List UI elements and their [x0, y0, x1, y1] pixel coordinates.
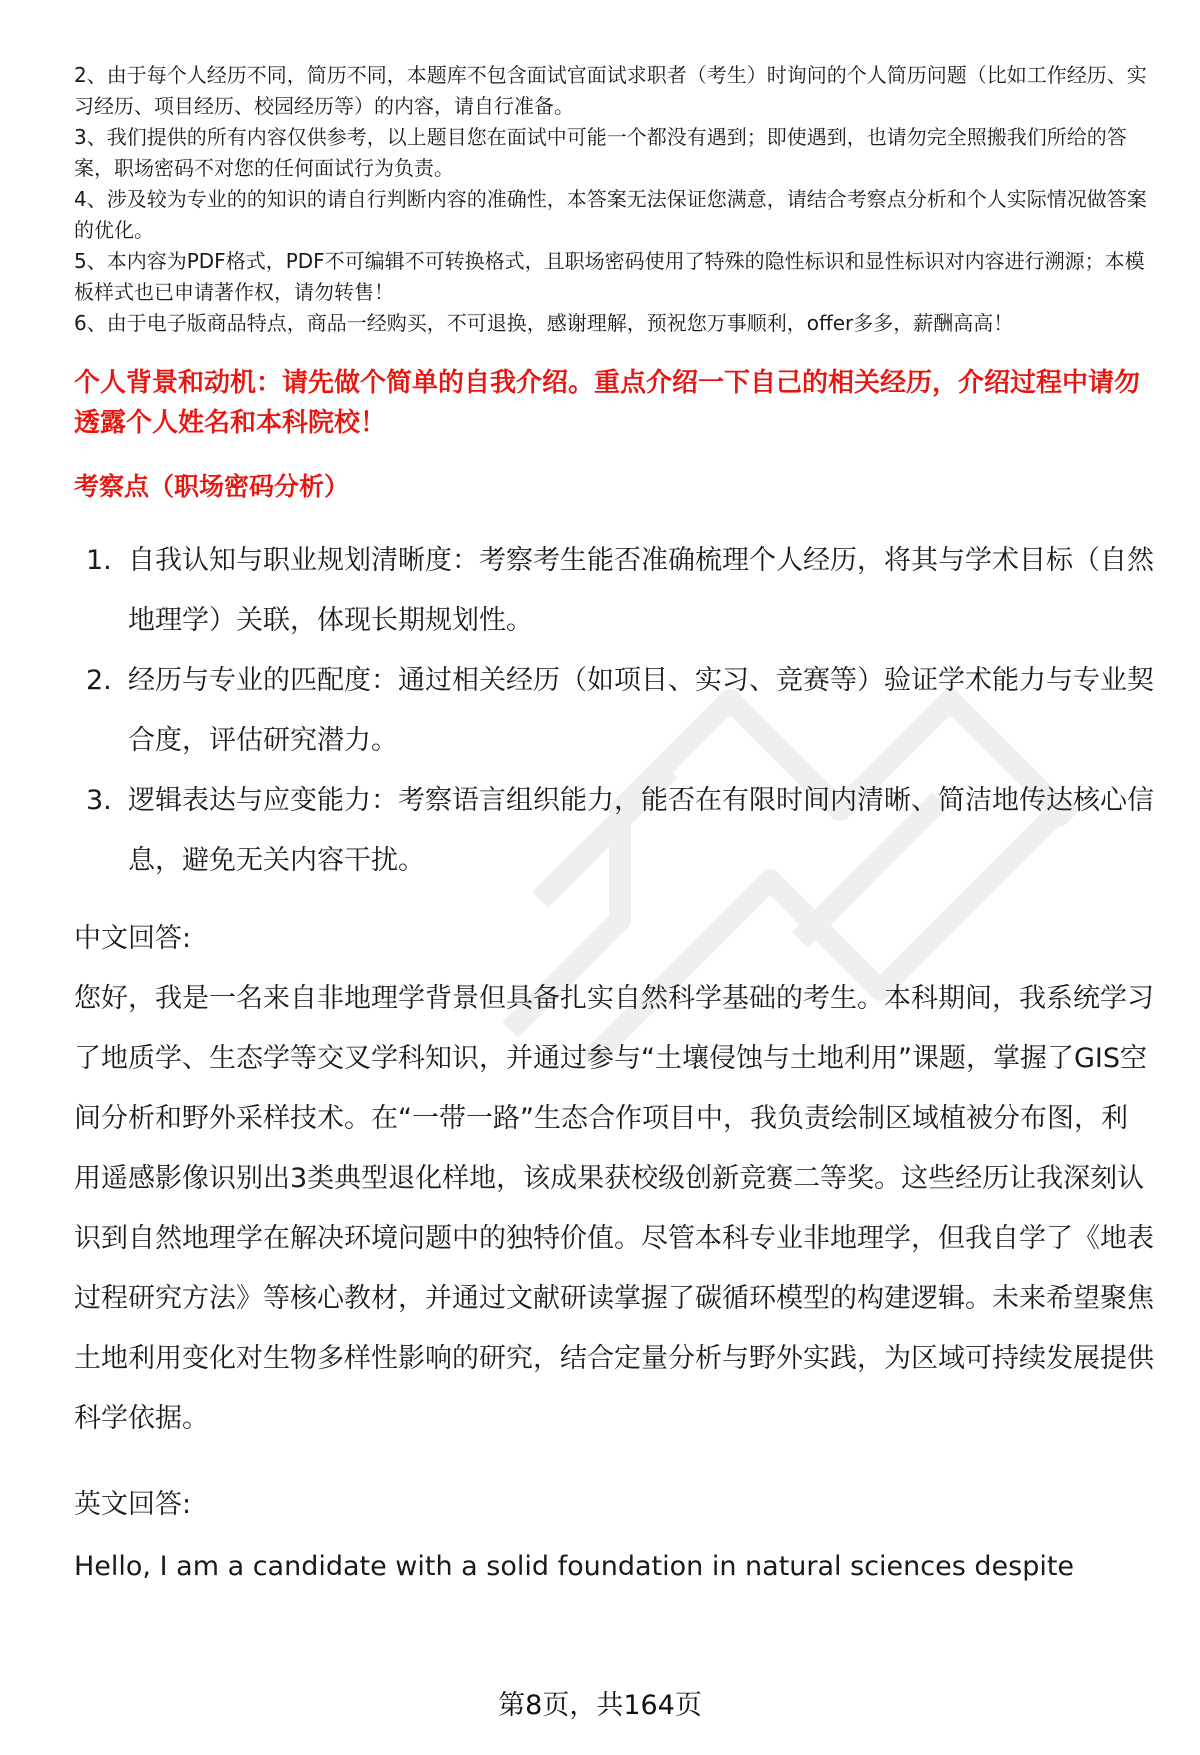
exam-point-text: 逻辑表达与应变能力：考察语言组织能力，能否在有限时间内清晰、简洁地传达核心信息，避免无关内容干扰。 — [128, 785, 1154, 876]
exam-point-text: 自我认知与职业规划清晰度：考察考生能否准确梳理个人经历，将其与学术目标（自然地理学）关联，体现长期规划性。 — [128, 545, 1154, 636]
chinese-answer-label: 中文回答: — [74, 923, 192, 954]
exam-point-text: 经历与专业的匹配度：通过相关经历（如项目、实习、竞赛等）验证学术能力与专业契合度，评估研究潜力。 — [128, 665, 1154, 756]
note-item: 3、我们提供的所有内容仅供参考，以上题目您在面试中可能一个都没有遇到；即使遇到，也请勿完全照搬我们所给的答案，职场密码不对您的任何面试行为负责。 — [74, 125, 1127, 180]
exam-points-title: 考察点（职场密码分析） — [74, 472, 350, 501]
note-item: 4、涉及较为专业的的知识的请自行判断内容的准确性，本答案无法保证您满意，请结合考察点分析和个人实际情况做答案的优化。 — [74, 187, 1147, 242]
exam-point-item — [74, 531, 1154, 651]
note-item: 6、由于电子版商品特点，商品一经购买，不可退换，感谢理解，预祝您万事顺利，offer多多，薪酬高高！ — [74, 311, 1014, 335]
english-answer-text: Hello, I am a candidate with a solid foundation in natural sciences despite — [74, 1551, 1075, 1582]
exam-point-item — [74, 771, 1154, 891]
interview-question: 个人背景和动机：请先做个简单的自我介绍。重点介绍一下自己的相关经历，介绍过程中请勿透露个人姓名和本科院校！ — [74, 368, 1141, 438]
exam-points-list — [74, 531, 1154, 891]
exam-point-item — [74, 651, 1154, 771]
disclaimer-notes — [74, 60, 1154, 339]
list-number: 2. — [86, 665, 112, 696]
list-number: 1. — [86, 545, 112, 576]
page-number-footer: 第8页，共164页 — [498, 1690, 702, 1721]
chinese-answer-text: 您好，我是一名来自非地理学背景但具备扎实自然科学基础的考生。本科期间，我系统学习了地质学、生态学等交叉学科知识，并通过参与“土壤侵蚀与土地利用”课题，掌握了GIS空间分析和野外采样技术。在“一带一路”生态合作项目中，我负责绘制区域植被分布图，利用遥感影像识别出3类典型退化样地，该成果获校级创新竞赛二等奖。这些经历让我深刻认识到自然地理学在解决环境问题中的独特价值。尽管本科专业非地理学，但我自学了《地表过程研究方法》等核心教材，并通过文献研读掌握了碳循环模型的构建逻辑。未来希望聚焦土地利用变化对生物多样性影响的研究，结合定量分析与野外实践，为区域可持续发展提供科学依据。 — [74, 983, 1154, 1434]
note-item: 5、本内容为PDF格式，PDF不可编辑不可转换格式，且职场密码使用了特殊的隐性标识和显性标识对内容进行溯源；本模板样式也已申请著作权，请勿转售！ — [74, 249, 1145, 304]
list-number: 3. — [86, 785, 112, 816]
english-answer-label: 英文回答: — [74, 1489, 192, 1520]
note-item: 2、由于每个人经历不同，简历不同，本题库不包含面试官面试求职者（考生）时询问的个人简历问题（比如工作经历、实习经历、项目经历、校园经历等）的内容，请自行准备。 — [74, 63, 1147, 118]
document-page — [74, 60, 1154, 1597]
